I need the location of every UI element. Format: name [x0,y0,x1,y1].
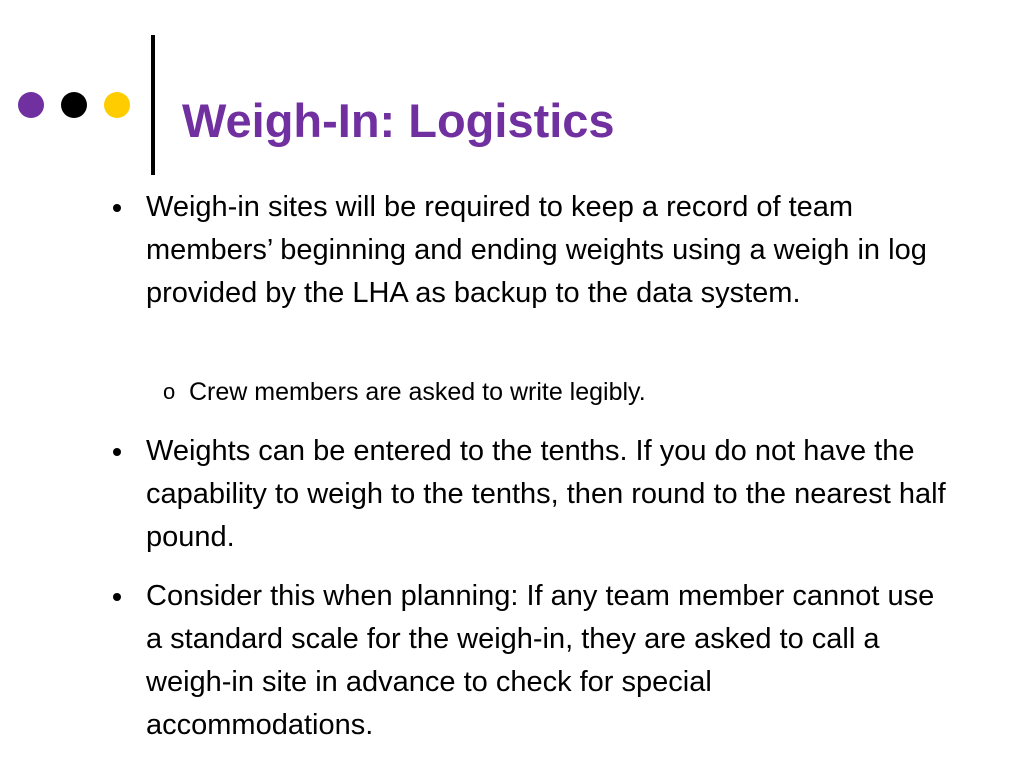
bullet-dot-icon [113,448,121,456]
bullet-text: Weigh-in sites will be required to keep a record of team members’ beginning and ending weights using a weigh in log provided by the LHA as backup to the data system. [146,191,927,309]
bullet-item [113,430,946,559]
bullet-item [113,575,943,747]
bullet-text: Weights can be entered to the tenths. If you do not have the capability to weigh to the tenths, then round to the nearest half pound. [146,435,946,553]
bullet-dot-icon [113,593,121,601]
bullet-text: Consider this when planning: If any team member cannot use a standard scale for the weigh-in, they are asked to call a weigh-in site in advance to check for special accommodations. [146,580,935,741]
sub-bullet-text: Crew members are asked to write legibly. [189,378,646,406]
bullet-item [113,186,943,358]
slide-title: Weigh-In: Logistics [182,94,615,147]
bullet-dot-icon [113,204,121,212]
sub-bullet-item [163,372,863,412]
sub-bullet-circle-icon: o [163,379,176,404]
